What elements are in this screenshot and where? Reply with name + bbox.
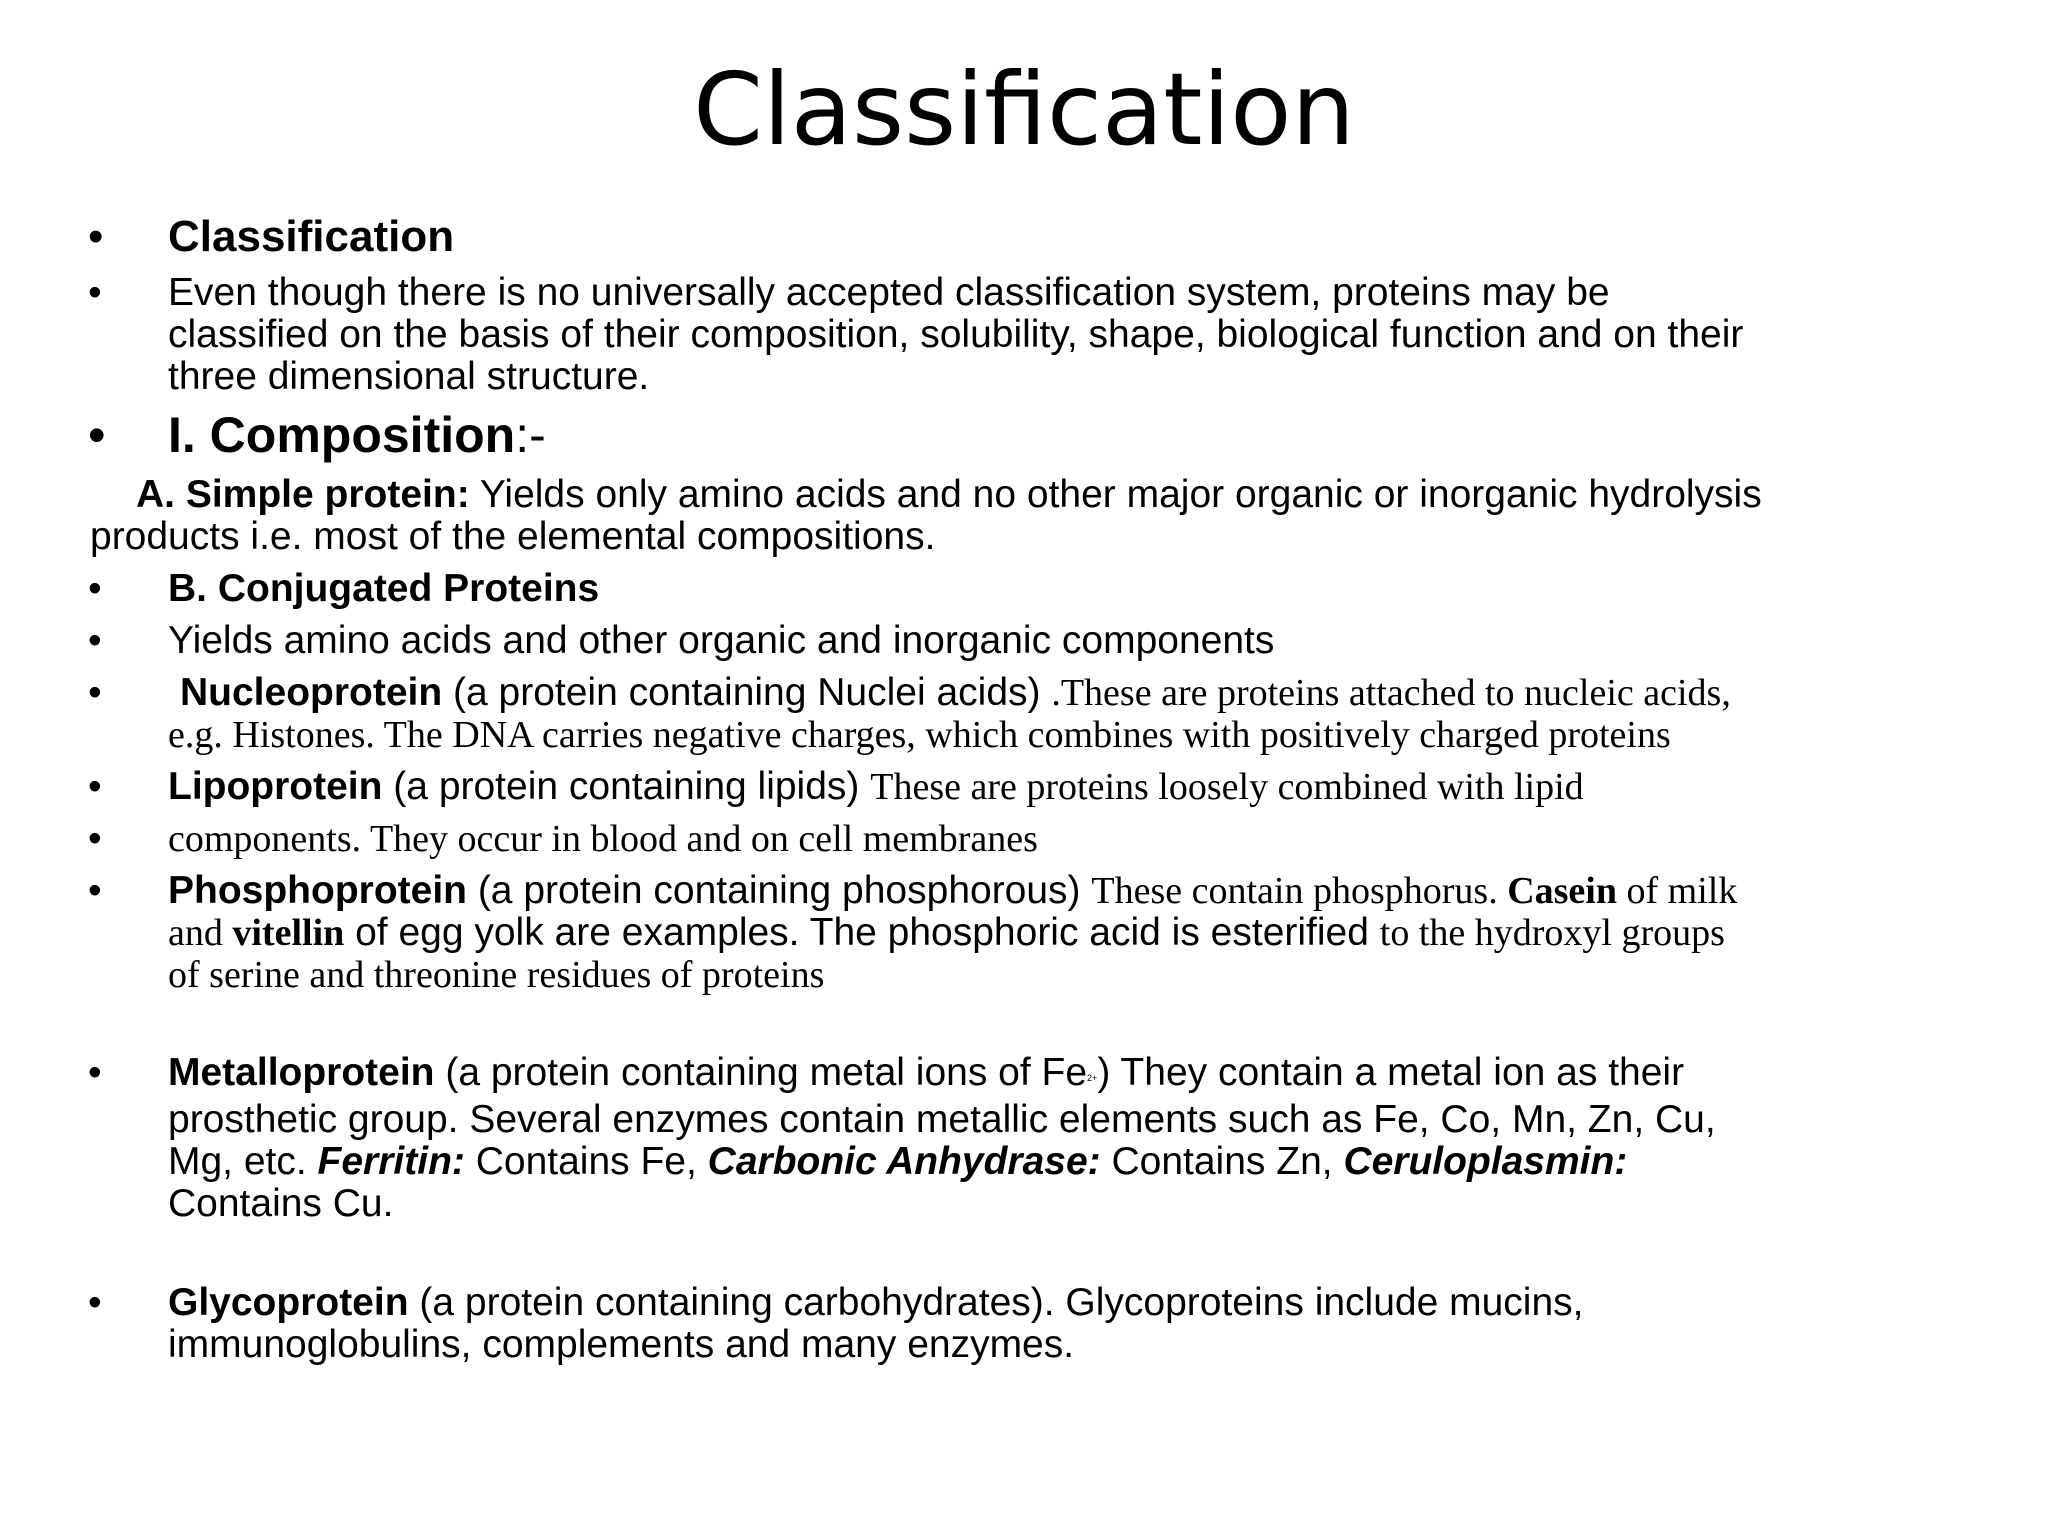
nucleoprotein-desc-line1: .These are proteins attached to nucleic acids, [1051, 672, 1731, 714]
intro-line: Even though there is no universally accepted classification system, proteins may be [168, 271, 1610, 314]
carbonic-anhydrase-desc: Contains Zn, [1100, 1140, 1344, 1183]
phosphoprotein-desc-c: to the hydroxyl groups [1379, 912, 1725, 954]
composition-label: I. Composition [168, 407, 516, 463]
bullet: • [88, 869, 102, 912]
bullet: • [88, 671, 102, 714]
lipoprotein-desc-line2-wrap [168, 818, 1038, 860]
conjugated-proteins-heading: B. Conjugated Proteins [168, 567, 600, 610]
phosphoprotein-desc-line3: of serine and threonine residues of proteins [168, 954, 825, 996]
slide-title: Classification [693, 51, 1355, 168]
lipoprotein-paren: (a protein containing lipids) [382, 765, 871, 808]
metalloprotein-desc-line1: ) They contain a metal ion as their [1097, 1051, 1685, 1094]
phosphoprotein-desc-b: of milk [1617, 870, 1738, 912]
glycoprotein-desc-line2: immunoglobulins, complements and many enzymes. [168, 1323, 1075, 1366]
simple-protein-label: A. Simple protein: [136, 473, 470, 516]
phosphoprotein-desc-a: These contain phosphorus. [1091, 870, 1508, 912]
phosphoprotein-item [168, 870, 1737, 996]
composition-heading [168, 407, 546, 463]
glycoprotein-item [168, 1282, 1583, 1366]
carbonic-anhydrase-term: Carbonic Anhydrase: [707, 1140, 1101, 1183]
simple-protein-desc: Yields only amino acids and no other major organic or inorganic hydrolysis [469, 473, 1762, 516]
lipoprotein-name: Lipoprotein [168, 765, 383, 808]
simple-protein-line2: products i.e. most of the elemental compositions. [90, 515, 936, 558]
phosphoprotein-name: Phosphoprotein [168, 869, 467, 912]
ceruloplasmin-term: Ceruloplasmin: [1343, 1140, 1628, 1183]
bullet: • [88, 271, 102, 314]
bullet: • [88, 567, 102, 610]
nucleoprotein-name: Nucleoprotein [180, 671, 443, 714]
simple-protein-line1 [136, 474, 1762, 516]
lipoprotein-desc-line2: components. They occur in blood and on cell membranes [168, 818, 1038, 860]
bullet: • [88, 407, 106, 463]
glycoprotein-desc-line1: (a protein containing carbohydrates). Glycoproteins include mucins, [408, 1281, 1584, 1324]
ferritin-term: Ferritin: [317, 1140, 465, 1183]
intro-line: three dimensional structure. [168, 355, 650, 398]
metalloprotein-name: Metalloprotein [168, 1051, 435, 1094]
bullet: • [88, 1051, 102, 1094]
bullet: • [88, 619, 102, 662]
fe-superscript: 2+ [1087, 1073, 1098, 1083]
glycoprotein-name: Glycoprotein [168, 1281, 409, 1324]
composition-suffix: :- [515, 407, 546, 463]
metalloprotein-item [168, 1052, 1716, 1225]
phosphoprotein-desc-mid: of egg yolk are examples. The phosphoric acid is esterified [344, 911, 1380, 954]
intro-line: classified on the basis of their composition, solubility, shape, biological function and on their [168, 313, 1744, 356]
metalloprotein-mg: Mg, etc. [168, 1140, 318, 1183]
lipoprotein-desc-line1: These are proteins loosely combined with lipid [870, 766, 1584, 808]
metalloprotein-desc-line2: prosthetic group. Several enzymes contain metallic elements such as Fe, Co, Mn, Zn, Cu, [168, 1098, 1716, 1141]
nucleoprotein-item [168, 672, 1731, 756]
vitellin-term: vitellin [232, 912, 345, 954]
bullet: • [88, 212, 104, 261]
section-heading: Classification [168, 212, 455, 261]
metalloprotein-desc-line4: Contains Cu. [168, 1182, 394, 1225]
casein-term: Casein [1507, 870, 1617, 912]
conjugated-proteins-desc: Yields amino acids and other organic and inorganic components [168, 619, 1275, 662]
lipoprotein-item [168, 766, 1584, 808]
nucleoprotein-desc-line2: e.g. Histones. The DNA carries negative charges, which combines with positively charged proteins [168, 714, 1671, 756]
phosphoprotein-and: and [168, 912, 233, 954]
bullet: • [88, 817, 102, 860]
ferritin-desc: Contains Fe, [464, 1140, 708, 1183]
nucleoprotein-paren: (a protein containing Nuclei acids) [442, 671, 1052, 714]
intro-paragraph [168, 272, 1743, 398]
phosphoprotein-paren: (a protein containing phosphorous) [466, 869, 1092, 912]
metalloprotein-paren: (a protein containing metal ions of Fe [434, 1051, 1088, 1094]
bullet: • [88, 765, 102, 808]
bullet: • [88, 1281, 102, 1324]
